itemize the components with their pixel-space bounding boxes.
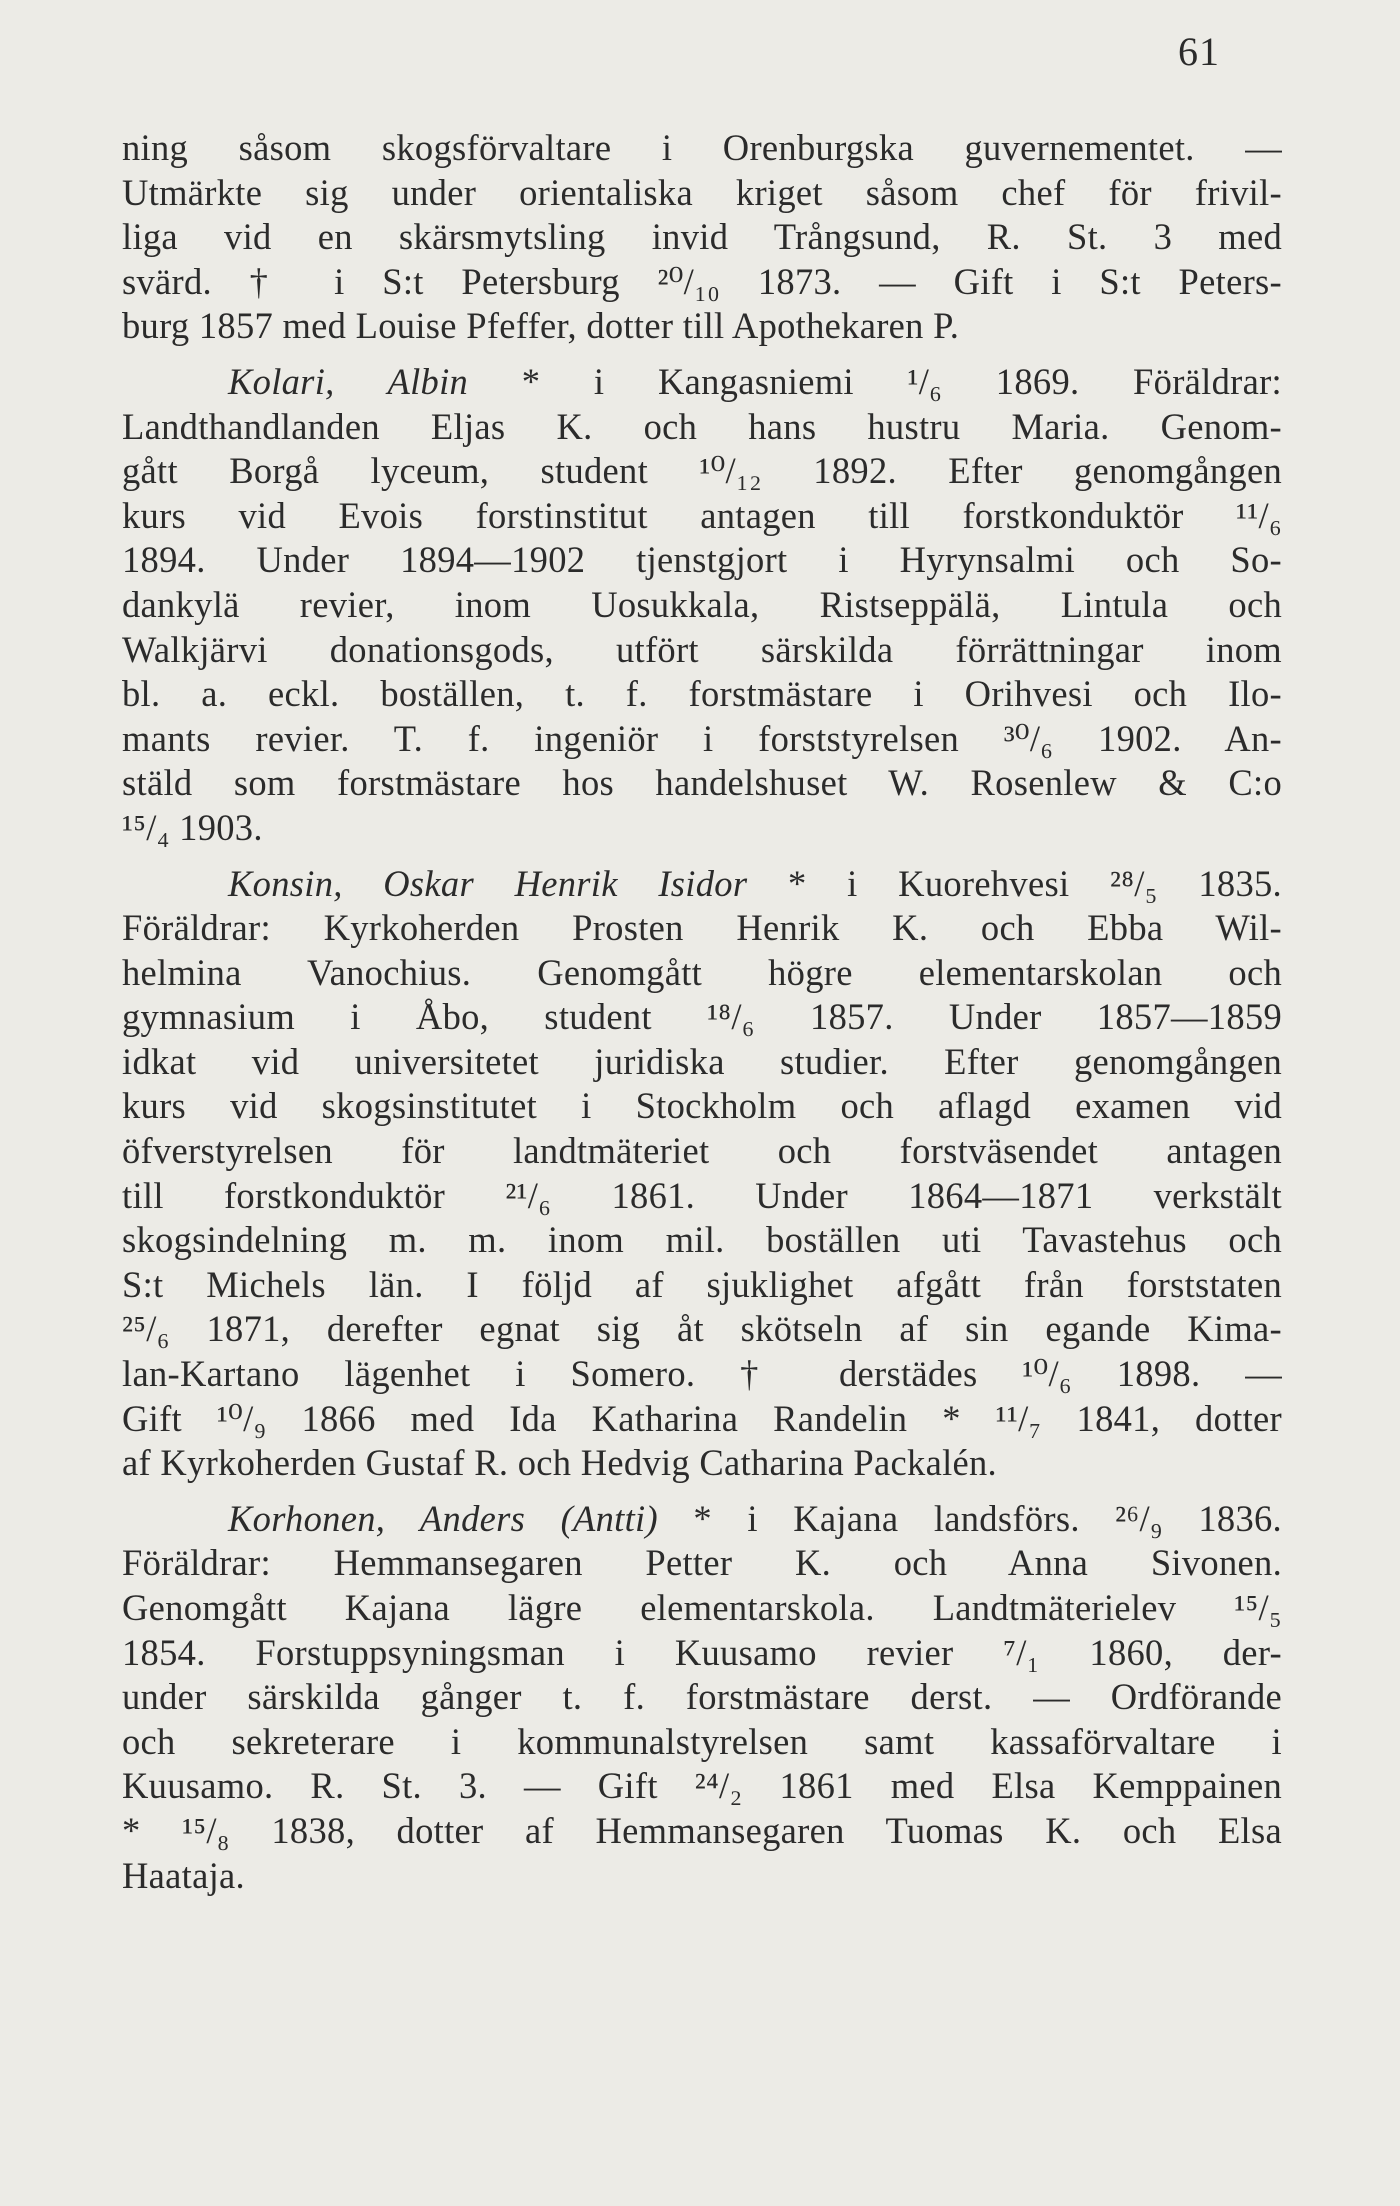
text-line bbox=[122, 171, 1282, 216]
text-line bbox=[122, 1497, 1282, 1542]
text-line bbox=[122, 717, 1282, 762]
text-line bbox=[122, 360, 1282, 405]
text-line bbox=[122, 1307, 1282, 1352]
text-line bbox=[122, 1129, 1282, 1174]
text-line bbox=[122, 1854, 1282, 1899]
text-line bbox=[122, 1441, 1282, 1486]
line-text: 1894. Under 1894—1902 tjenstgjort i Hyrynsalmi och So- bbox=[122, 539, 1282, 581]
text-line bbox=[122, 405, 1282, 450]
text-line bbox=[122, 449, 1282, 494]
text-line bbox=[122, 672, 1282, 717]
line-text: S:t Michels län. I följd af sjuklighet afgått från forststaten bbox=[122, 1263, 1282, 1305]
paragraph-gap bbox=[122, 1486, 1282, 1497]
line-text: Föräldrar: Kyrkoherden Prosten Henrik K. och Ebba Wil- bbox=[122, 907, 1282, 949]
line-text: burg 1857 med Louise Pfeffer, dotter till Apothekaren P. bbox=[122, 305, 960, 347]
text-line bbox=[122, 906, 1282, 951]
line-text: gått Borgå lyceum, student ¹⁰/₁₂ 1892. Efter genomgången bbox=[122, 450, 1282, 492]
text-line bbox=[122, 1809, 1282, 1854]
line-text: stäld som forstmästare hos handelshuset W. Rosenlew & C:o bbox=[122, 762, 1282, 804]
line-text: Utmärkte sig under orientaliska kriget såsom chef för frivil- bbox=[122, 171, 1282, 213]
text-line bbox=[122, 1586, 1282, 1631]
line-text: * i Kangasniemi ¹/₆ 1869. Föräldrar: bbox=[468, 360, 1282, 402]
text-line bbox=[122, 494, 1282, 539]
line-text: Gift ¹⁰/₉ 1866 med Ida Katharina Randelin * ¹¹/₇ 1841, dotter bbox=[122, 1397, 1282, 1439]
text-line bbox=[122, 260, 1282, 305]
entry-name: Konsin, Oskar Henrik Isidor bbox=[228, 862, 748, 904]
text-line bbox=[122, 1352, 1282, 1397]
text-line bbox=[122, 1631, 1282, 1676]
text-line bbox=[122, 215, 1282, 260]
text-line bbox=[122, 951, 1282, 996]
text-line bbox=[122, 1720, 1282, 1765]
paragraph-gap bbox=[122, 349, 1282, 360]
text-line bbox=[122, 1263, 1282, 1308]
line-text: helmina Vanochius. Genomgått högre elementarskolan och bbox=[122, 951, 1282, 993]
line-text: till forstkonduktör ²¹/₆ 1861. Under 1864—1871 verkstält bbox=[122, 1174, 1282, 1216]
text-body bbox=[122, 126, 1282, 1898]
line-text: ning såsom skogsförvaltare i Orenburgska guvernementet. — bbox=[122, 127, 1282, 168]
paragraph-gap bbox=[122, 851, 1282, 862]
line-text: ¹⁵/₄ 1903. bbox=[122, 806, 263, 848]
text-line bbox=[122, 1218, 1282, 1263]
line-text: af Kyrkoherden Gustaf R. och Hedvig Catharina Packalén. bbox=[122, 1442, 997, 1484]
line-text: * ¹⁵/₈ 1838, dotter af Hemmansegaren Tuomas K. och Elsa bbox=[122, 1809, 1282, 1851]
line-text: skogsindelning m. m. inom mil. boställen uti Tavastehus och bbox=[122, 1219, 1282, 1261]
text-line bbox=[122, 583, 1282, 628]
line-text: * i Kajana landsförs. ²⁶/₉ 1836. bbox=[657, 1497, 1282, 1539]
line-text: öfverstyrelsen för landtmäteriet och forstväsendet antagen bbox=[122, 1130, 1282, 1172]
line-text: dankylä revier, inom Uosukkala, Ristseppälä, Lintula och bbox=[122, 583, 1282, 625]
entry-name: Kolari, Albin bbox=[228, 360, 469, 402]
line-text: lan-Kartano lägenhet i Somero. † derstädes ¹⁰/₆ 1898. — bbox=[122, 1353, 1282, 1395]
text-line bbox=[122, 1174, 1282, 1219]
line-text: Haataja. bbox=[122, 1854, 245, 1896]
text-line bbox=[122, 1541, 1282, 1586]
line-text: och sekreterare i kommunalstyrelsen samt kassaförvaltare i bbox=[122, 1720, 1282, 1762]
line-text: idkat vid universitetet juridiska studier. Efter genomgången bbox=[122, 1040, 1282, 1082]
text-line bbox=[122, 862, 1282, 907]
line-text: mants revier. T. f. ingeniör i forststyrelsen ³⁰/₆ 1902. An- bbox=[122, 717, 1282, 759]
line-text: Walkjärvi donationsgods, utfört särskilda förrättningar inom bbox=[122, 628, 1282, 670]
line-text: 1854. Forstuppsyningsman i Kuusamo revier ⁷/₁ 1860, der- bbox=[122, 1631, 1282, 1673]
text-line bbox=[122, 304, 1282, 349]
text-line bbox=[122, 628, 1282, 673]
page-number: 61 bbox=[1178, 29, 1220, 74]
line-text: gymnasium i Åbo, student ¹⁸/₆ 1857. Under 1857—1859 bbox=[122, 996, 1282, 1038]
line-text: Kuusamo. R. St. 3. — Gift ²⁴/₂ 1861 med Elsa Kemppainen bbox=[122, 1765, 1282, 1807]
line-text: Föräldrar: Hemmansegaren Petter K. och Anna Sivonen. bbox=[122, 1542, 1282, 1584]
line-text: kurs vid Evois forstinstitut antagen till forstkonduktör ¹¹/₆ bbox=[122, 494, 1282, 536]
line-text: Genomgått Kajana lägre elementarskola. Landtmäterielev ¹⁵/₅ bbox=[122, 1587, 1282, 1628]
line-text: * i Kuorehvesi ²⁸/₅ 1835. bbox=[747, 862, 1282, 904]
text-line bbox=[122, 126, 1282, 171]
line-text: liga vid en skärsmytsling invid Trångsund, R. St. 3 med bbox=[122, 216, 1282, 258]
text-line bbox=[122, 1040, 1282, 1085]
text-line bbox=[122, 1397, 1282, 1442]
text-line bbox=[122, 806, 1282, 851]
line-text: under särskilda gånger t. f. forstmästare derst. — Ordförande bbox=[122, 1676, 1282, 1718]
line-text: ²⁵/₆ 1871, derefter egnat sig åt skötseln af sin egande Kima- bbox=[122, 1308, 1282, 1350]
entry-name: Korhonen, Anders (Antti) bbox=[228, 1497, 658, 1539]
line-text: Landthandlanden Eljas K. och hans hustru Maria. Genom- bbox=[122, 405, 1282, 447]
line-text: kurs vid skogsinstitutet i Stockholm och aflagd examen vid bbox=[122, 1085, 1282, 1127]
text-line bbox=[122, 538, 1282, 583]
text-line bbox=[122, 1764, 1282, 1809]
text-line bbox=[122, 995, 1282, 1040]
text-line bbox=[122, 1675, 1282, 1720]
line-text: bl. a. eckl. boställen, t. f. forstmästare i Orihvesi och Ilo- bbox=[122, 673, 1282, 715]
text-line bbox=[122, 1084, 1282, 1129]
text-line bbox=[122, 761, 1282, 806]
line-text: svärd. † i S:t Petersburg ²⁰/₁₀ 1873. — Gift i S:t Peters- bbox=[122, 260, 1282, 302]
